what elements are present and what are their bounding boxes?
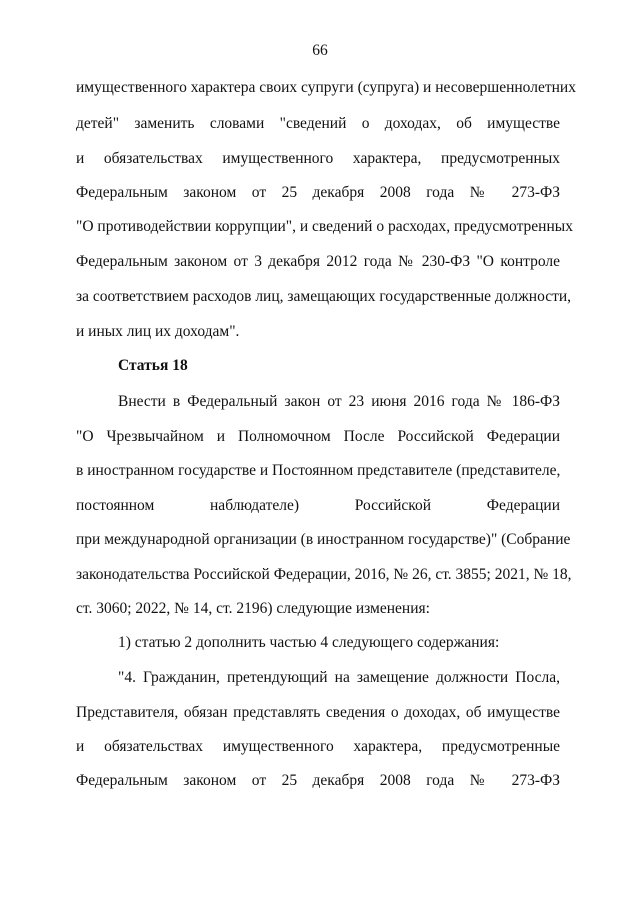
text-line: законодательства Российской Федерации, 2016, № 26, ст. 3855; 2021, № 18, bbox=[76, 566, 572, 583]
page-number: 66 bbox=[312, 42, 328, 59]
text-line: Представителя, обязан представлять сведения о доходах, об имуществе bbox=[76, 704, 560, 721]
list-item: 1) статью 2 дополнить частью 4 следующего содержания: bbox=[118, 634, 500, 651]
text-line: "О противодействии коррупции", и сведений о расходах, предусмотренных bbox=[76, 218, 573, 235]
text-line: Внести в Федеральный закон от 23 июня 2016 года № 186-ФЗ bbox=[118, 393, 560, 410]
text-line: имущественного характера своих супруги (супруга) и несовершеннолетних bbox=[76, 79, 576, 96]
text-line: Федеральным законом от 25 декабря 2008 года № 273-ФЗ bbox=[76, 772, 560, 789]
text-line: при международной организации (в иностранном государстве)" (Собрание bbox=[76, 531, 571, 548]
text-line: ст. 3060; 2022, № 14, ст. 2196) следующие изменения: bbox=[76, 600, 430, 617]
text-line: постоянном наблюдателе) Российской Федерации bbox=[76, 497, 560, 514]
text-line: "О Чрезвычайном и Полномочном После Российской Федерации bbox=[76, 428, 560, 445]
text-line: и иных лиц их доходам". bbox=[76, 323, 240, 340]
text-line: и обязательствах имущественного характера, предусмотренных bbox=[76, 150, 560, 167]
text-line: детей" заменить словами "сведений о доходах, об имуществе bbox=[76, 115, 560, 132]
article-heading: Статья 18 bbox=[118, 357, 188, 374]
text-line: и обязательствах имущественного характера, предусмотренные bbox=[76, 738, 560, 755]
text-line: Федеральным законом от 3 декабря 2012 года № 230-ФЗ "О контроле bbox=[76, 253, 560, 270]
text-line: "4. Гражданин, претендующий на замещение должности Посла, bbox=[118, 669, 560, 686]
text-line: в иностранном государстве и Постоянном представителе (представителе, bbox=[76, 462, 561, 479]
text-line: за соответствием расходов лиц, замещающих государственные должности, bbox=[76, 288, 572, 305]
text-line: Федеральным законом от 25 декабря 2008 года № 273-ФЗ bbox=[76, 184, 560, 201]
